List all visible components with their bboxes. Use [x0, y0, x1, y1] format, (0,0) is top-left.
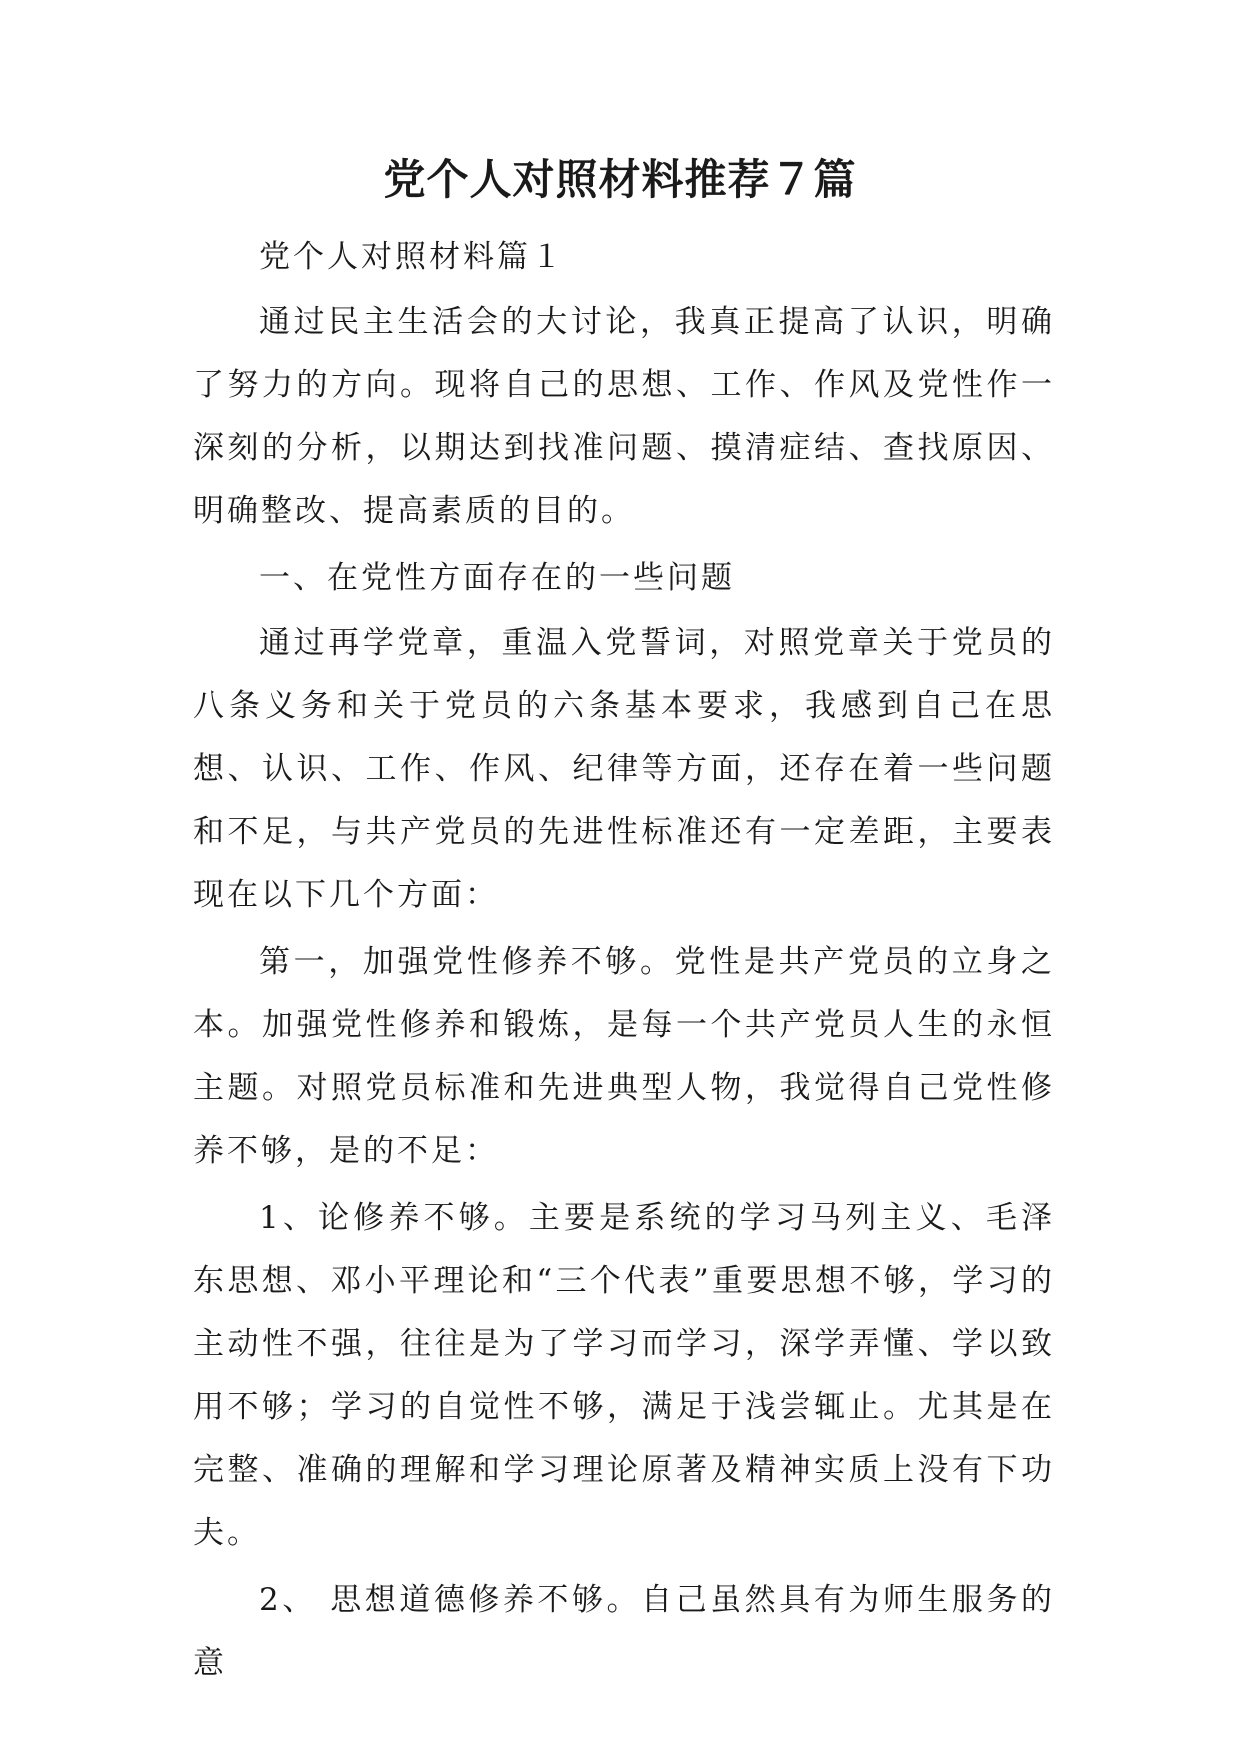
subsection-heading: 一、在党性方面存在的一些问题	[259, 560, 735, 596]
paragraph: 通过民主生活会的大讨论，我真正提高了认识，明确了努力的方向。现将自己的思想、工作、作风及党性作一深刻的分析，以期达到找准问题、摸清症结、查找原因、明确整改、提高素质的目的。	[193, 304, 1055, 529]
section-heading-1: 党个人对照材料篇１	[259, 239, 565, 275]
paragraph: 通过再学党章，重温入党誓词，对照党章关于党员的八条义务和关于党员的六条基本要求，我感到自己在思想、认识、工作、作风、纪律等方面，还存在着一些问题和不足，与共产党员的先进性标准还有一定差距，主要表现在以下几个方面：	[193, 625, 1055, 913]
paragraph: 2、 思想道德修养不够。自己虽然具有为师生服务的意	[193, 1582, 1055, 1681]
document-title: 党个人对照材料推荐７篇	[383, 155, 857, 204]
document-body	[193, 226, 1055, 1699]
paragraph: 1、论修养不够。主要是系统的学习马列主义、毛泽东思想、邓小平理论和“三个代表”重要思想不够，学习的主动性不强，往往是为了学习而学习，深学弄懂、学以致用不够；学习的自觉性不够，满足于浅尝辄止。尤其是在完整、准确的理解和学习理论原著及精神实质上没有下功夫。	[193, 1200, 1055, 1551]
paragraph: 第一，加强党性修养不够。党性是共产党员的立身之本。加强党性修养和锻炼，是每一个共产党员人生的永恒主题。对照党员标准和先进典型人物，我觉得自己党性修养不够，是的不足：	[193, 944, 1055, 1169]
